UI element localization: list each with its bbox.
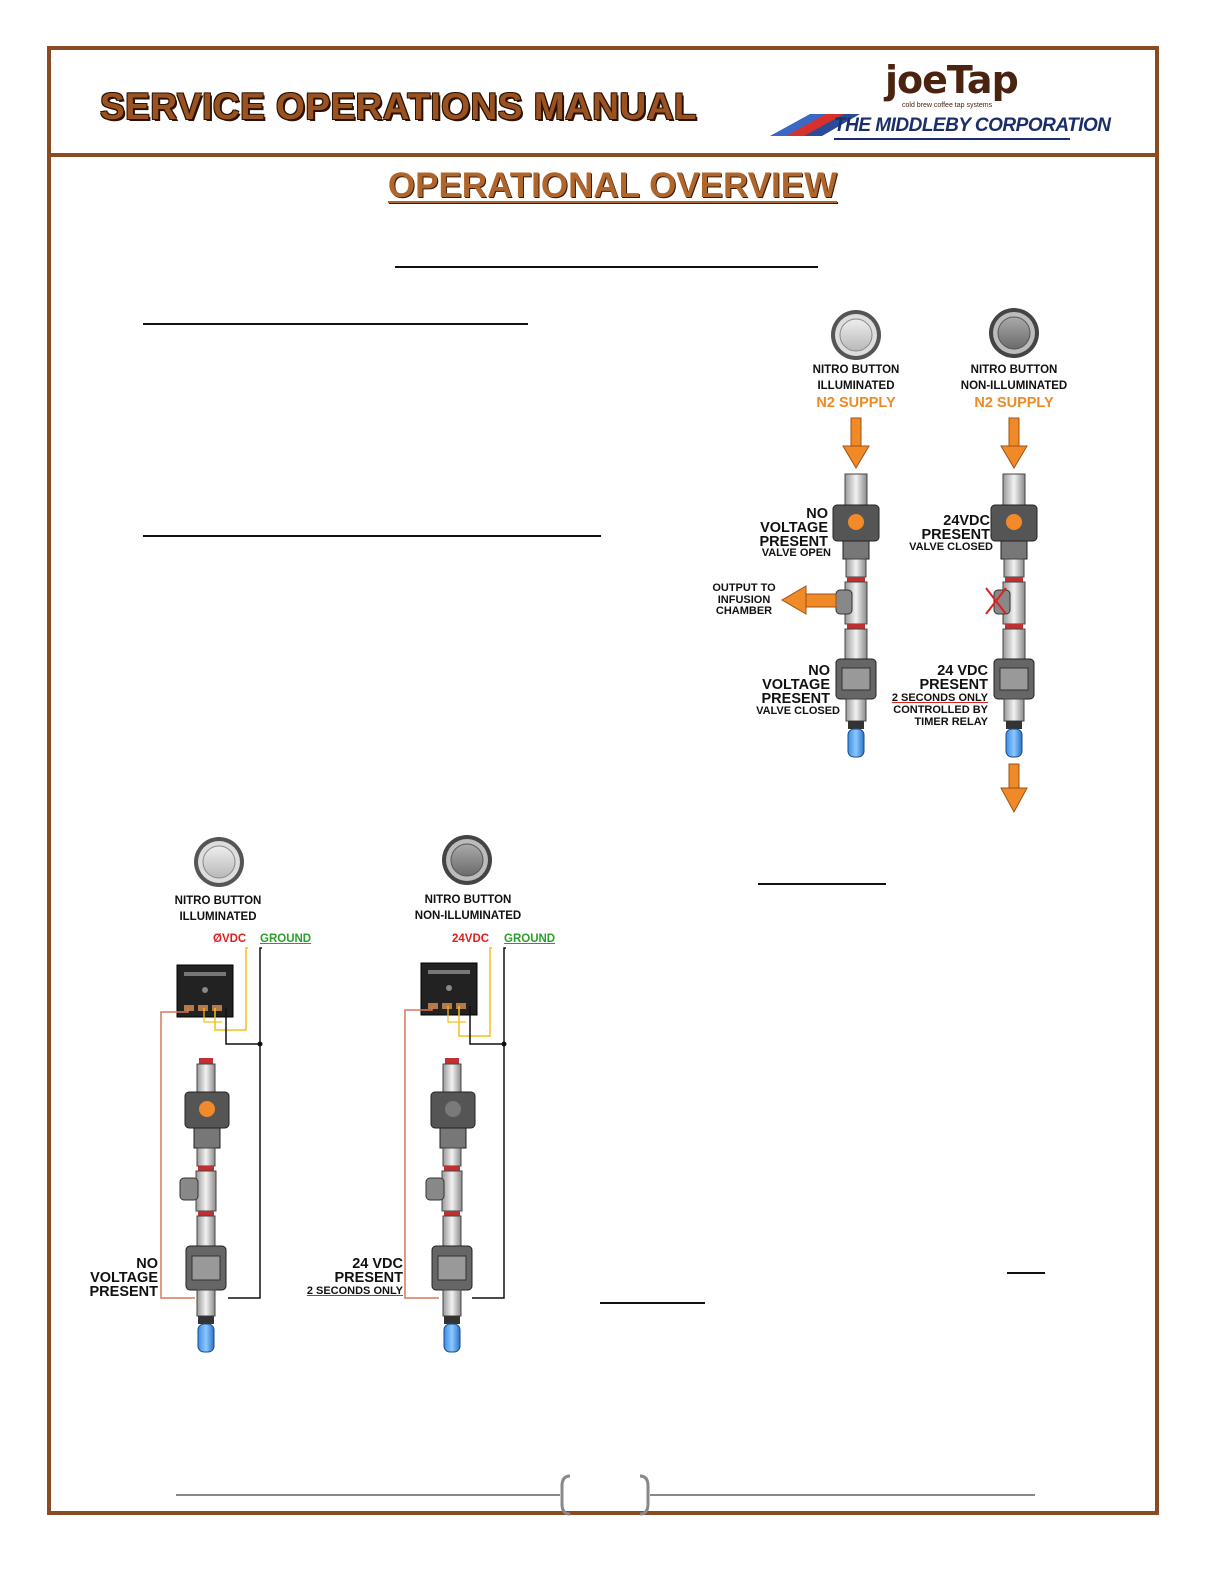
voltage-label: 24VDC — [452, 933, 490, 945]
nitro-button-icon — [442, 835, 492, 885]
valve-status: NO VOLTAGE PRESENT — [89, 1256, 158, 1301]
upper-valve-status: 24VDC PRESENT — [921, 513, 990, 543]
tee-fitting-icon — [180, 1171, 216, 1211]
nitro-button-icon — [831, 310, 881, 360]
valve-duration: 2 SECONDS ONLY — [306, 1285, 403, 1297]
solenoid-valve-icon — [432, 1246, 472, 1290]
blue-nozzle-icon — [444, 1316, 460, 1352]
footer-rule — [176, 1476, 1035, 1514]
blue-nozzle-icon — [1006, 721, 1022, 757]
button-state: NON-ILLUMINATED — [414, 910, 522, 922]
tee-fitting-icon — [426, 1171, 462, 1211]
arrow-down-icon — [1001, 418, 1027, 468]
button-state: ILLUMINATED — [817, 380, 895, 392]
voltage-label: ØVDC — [213, 933, 247, 945]
solenoid-valve-icon — [431, 1092, 475, 1148]
lower-valve-note: CONTROLLED BY TIMER RELAY — [893, 704, 988, 728]
inlet-fitting-icon — [845, 474, 867, 506]
page-heading: OPERATIONAL OVERVIEW — [387, 166, 838, 205]
tee-fitting-icon — [836, 582, 867, 624]
solenoid-valve-icon — [836, 659, 876, 699]
nitro-button-icon — [989, 308, 1039, 358]
upper-valve-state: VALVE CLOSED — [909, 541, 993, 553]
solenoid-valve-icon — [186, 1246, 226, 1290]
blue-nozzle-icon — [198, 1316, 214, 1352]
supply-label: N2 SUPPLY — [974, 395, 1054, 411]
button-state: NON-ILLUMINATED — [960, 380, 1068, 392]
blue-nozzle-icon — [848, 721, 864, 757]
lower-valve-duration: 2 SECONDS ONLY — [891, 692, 988, 704]
button-label: NITRO BUTTON — [970, 364, 1058, 376]
supply-label: N2 SUPPLY — [816, 395, 896, 411]
valve-status: 24 VDC PRESENT — [334, 1256, 403, 1287]
nitro-button-icon — [194, 837, 244, 887]
button-label: NITRO BUTTON — [424, 894, 512, 906]
lower-valve-state: VALVE CLOSED — [756, 705, 840, 717]
output-label: OUTPUT TO INFUSION CHAMBER — [712, 582, 776, 618]
solenoid-valve-icon — [994, 659, 1034, 699]
arrow-left-icon — [782, 586, 836, 614]
upper-valve-state: VALVE OPEN — [761, 547, 831, 559]
button-label: NITRO BUTTON — [174, 895, 262, 907]
ground-label: GROUND — [260, 933, 312, 945]
arrow-down-icon — [1001, 764, 1027, 812]
corporation-name: THE MIDDLEBY CORPORATION — [834, 115, 1111, 136]
button-label: NITRO BUTTON — [812, 364, 900, 376]
timer-relay-icon — [177, 965, 233, 1017]
upper-valve-status: NO VOLTAGE PRESENT — [759, 506, 828, 550]
solenoid-valve-icon — [185, 1092, 229, 1148]
button-state: ILLUMINATED — [179, 911, 257, 923]
manual-title: SERVICE OPERATIONS MANUAL — [100, 86, 698, 127]
timer-relay-icon — [421, 963, 477, 1015]
ground-label: GROUND — [504, 933, 556, 945]
brand-logo-text: joeTap — [885, 58, 1018, 102]
brand-tagline: cold brew coffee tap systems — [902, 102, 993, 109]
arrow-down-icon — [843, 418, 869, 468]
lower-valve-status: 24 VDC PRESENT — [919, 663, 988, 693]
lower-valve-status: NO VOLTAGE PRESENT — [761, 663, 830, 707]
solenoid-valve-icon — [991, 505, 1037, 559]
solenoid-valve-icon — [833, 505, 879, 559]
